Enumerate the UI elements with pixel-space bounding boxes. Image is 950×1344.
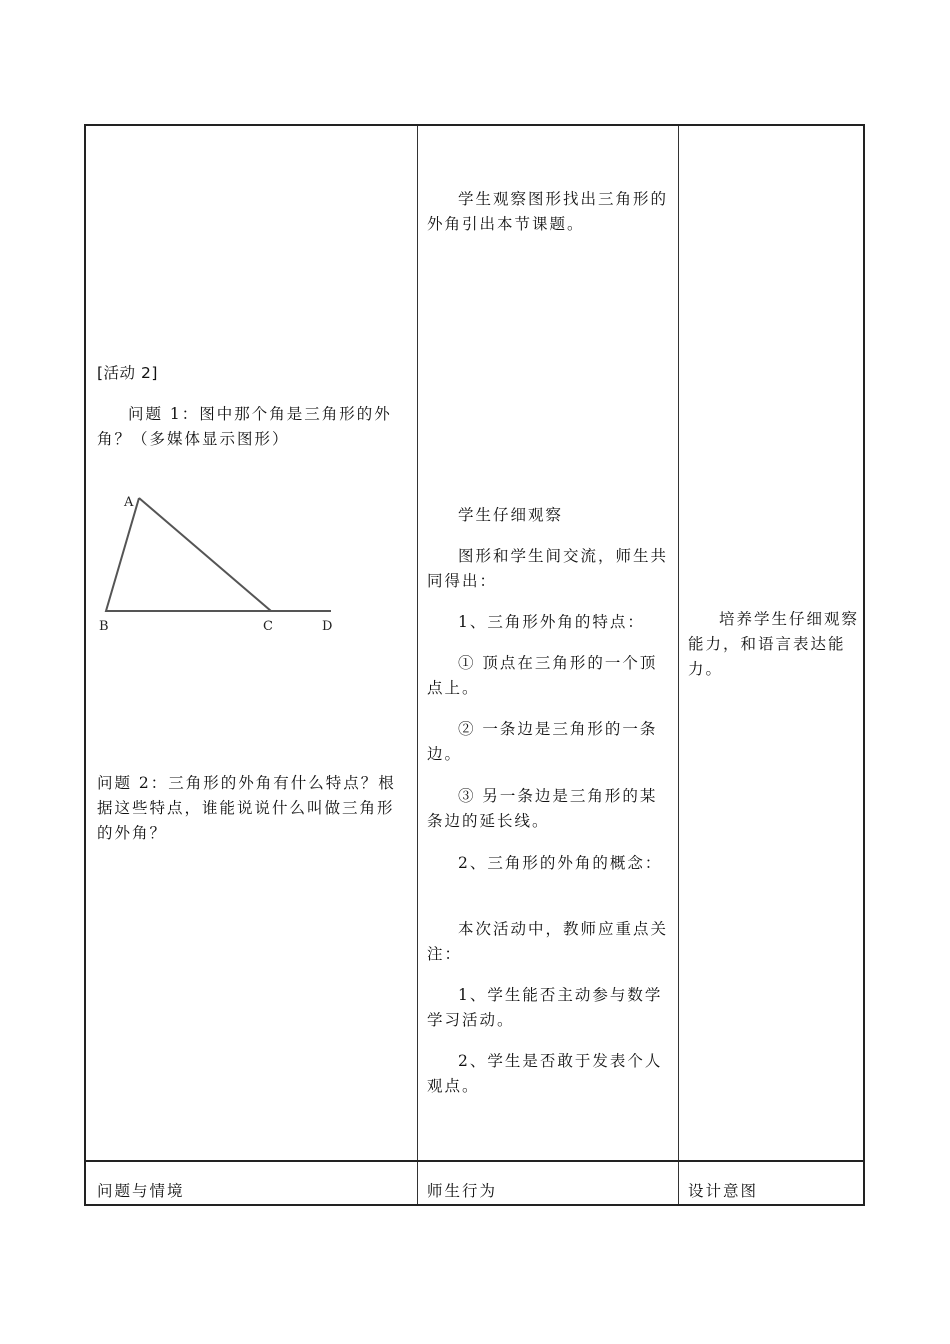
teacher-focus: 本次活动中，教师应重点关注： xyxy=(427,920,669,963)
question-2: 问题 2：三角形的外角有什么特点？根据这些特点，谁能说说什么叫做三角形的外角？ xyxy=(97,774,396,842)
design-intent-text: 培养学生仔细观察能力，和语言表达能力。 xyxy=(688,610,860,678)
focus-1: 1、学生能否主动参与数学学习活动。 xyxy=(427,986,663,1029)
label-b: B xyxy=(99,619,109,634)
lesson-table xyxy=(84,124,865,1206)
feature-2: ② 一条边是三角形的一条边。 xyxy=(427,720,658,763)
triangle-figure xyxy=(96,488,346,638)
footer-divider xyxy=(86,1160,863,1162)
activity-label: [活动 2] xyxy=(97,364,158,382)
focus-2: 2、学生是否敢于发表个人观点。 xyxy=(427,1052,663,1095)
triangle-abc xyxy=(106,498,271,611)
column-divider-1 xyxy=(417,126,418,1204)
footer-design-intent: 设计意图 xyxy=(688,1182,759,1200)
label-d: D xyxy=(322,619,333,634)
column-divider-2 xyxy=(678,126,679,1204)
exchange-text: 图形和学生间交流，师生共同得出： xyxy=(427,547,669,590)
student-careful-observe: 学生仔细观察 xyxy=(458,506,564,524)
question-1: 问题 1：图中那个角是三角形的外角？（多媒体显示图形） xyxy=(97,405,392,448)
footer-teacher-student: 师生行为 xyxy=(427,1182,498,1200)
feature-3: ③ 另一条边是三角形的某条边的延长线。 xyxy=(427,787,658,830)
label-c: C xyxy=(263,619,273,634)
feature-heading: 1、三角形外角的特点： xyxy=(458,613,645,631)
concept-heading: 2、三角形的外角的概念： xyxy=(458,854,663,872)
label-a: A xyxy=(124,495,134,510)
footer-problem-context: 问题与情境 xyxy=(97,1182,185,1200)
student-observe-text: 学生观察图形找出三角形的外角引出本节课题。 xyxy=(427,190,669,233)
feature-1: ① 顶点在三角形的一个顶点上。 xyxy=(427,654,658,697)
